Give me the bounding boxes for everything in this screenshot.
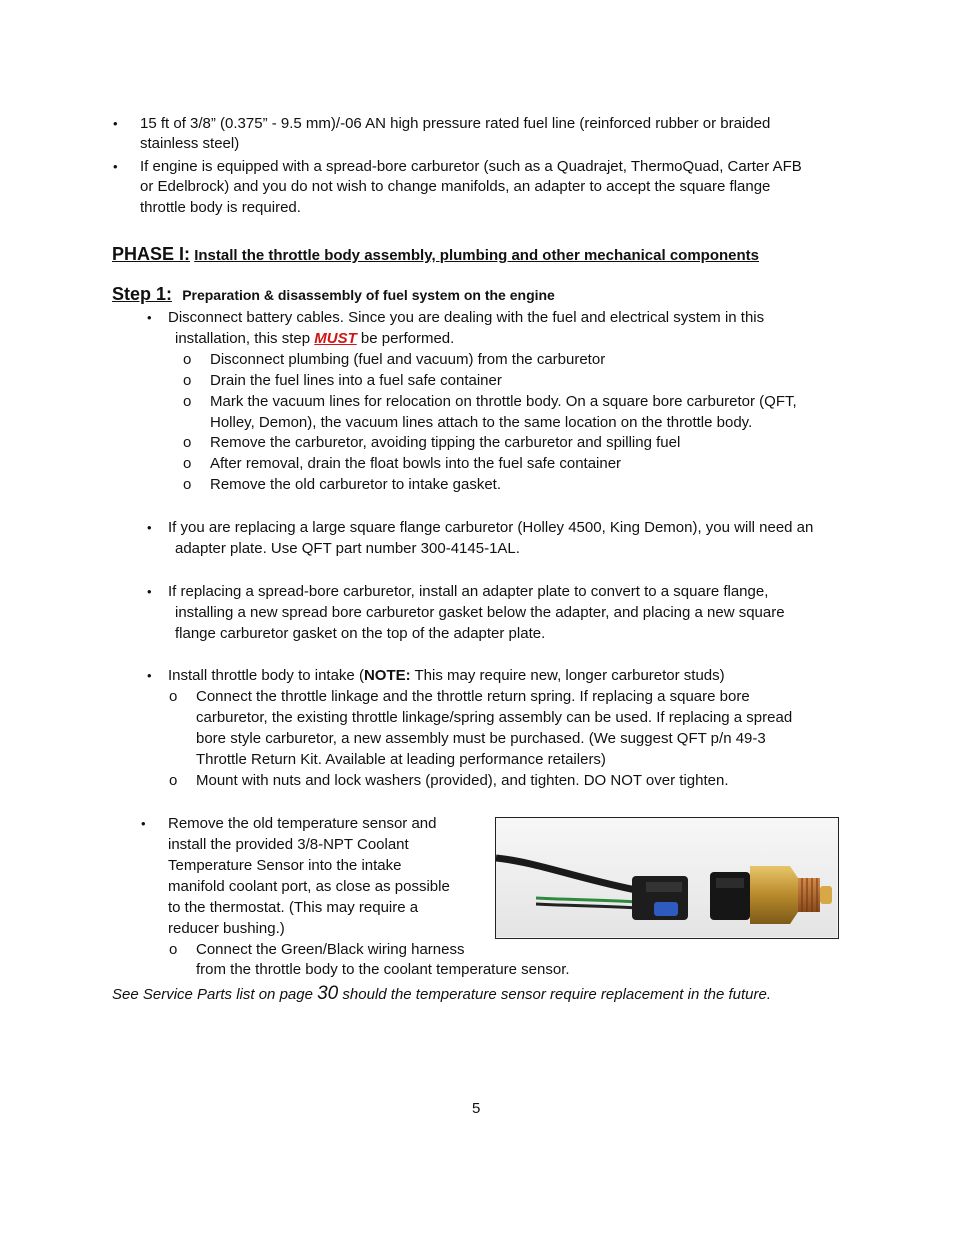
note-post: should the temperature sensor require replacement in the future. [338, 986, 771, 1003]
temp-sensor-text: reducer bushing.) [168, 920, 285, 937]
spread-bore-gasket-text: flange carburetor gasket on the top of the adapter plate. [175, 625, 546, 642]
install-throttle-body-text [168, 666, 725, 686]
temp-sensor-text: manifold coolant port, as close as possible [168, 878, 450, 895]
phase-title: Install the throttle body assembly, plumbing and other mechanical components [194, 247, 759, 264]
temp-sensor-text: Remove the old temperature sensor and [168, 815, 437, 832]
temp-sensor-text: Temperature Sensor into the intake [168, 857, 402, 874]
bullet-glyph: • [113, 159, 118, 174]
service-parts-note [112, 984, 771, 1005]
step1-heading [112, 282, 555, 308]
bullet-glyph: • [147, 310, 152, 325]
sub-bullet-glyph: o [183, 434, 192, 451]
fuel-line-text: stainless steel) [140, 135, 240, 152]
sub-bullet-glyph: o [183, 372, 192, 389]
bullet-glyph: • [147, 520, 152, 535]
phase-heading [112, 241, 759, 269]
step1-title: Preparation & disassembly of fuel system on the engine [182, 287, 555, 303]
sub-bullet-glyph: o [169, 688, 178, 705]
bullet-glyph: • [141, 816, 146, 831]
sub-bullet-glyph: o [183, 455, 192, 472]
note-pre: See Service Parts list on page [112, 986, 318, 1003]
page-number: 5 [472, 1100, 481, 1117]
b1-pre: installation, this step [175, 330, 315, 347]
sub-item-text: Disconnect plumbing (fuel and vacuum) from the carburetor [210, 351, 606, 368]
b4-pre: Install throttle body to intake ( [168, 667, 364, 684]
spread-bore-text: or Edelbrock) and you do not wish to change manifolds, an adapter to accept the square flange [140, 178, 771, 195]
fuel-line-text: 15 ft of 3/8” (0.375” - 9.5 mm)/-06 AN high pressure rated fuel line (reinforced rubber or braided [140, 115, 771, 132]
sub-bullet-glyph: o [169, 772, 178, 789]
note-label: NOTE: [363, 667, 411, 684]
sub-item-text: carburetor, the existing throttle linkage/spring assembly can be used. If replacing a spread [196, 709, 793, 726]
coolant-sensor-photo [495, 817, 839, 939]
spread-bore-text: If engine is equipped with a spread-bore carburetor (such as a Quadrajet, ThermoQuad, Carter AFB [140, 158, 802, 175]
sub-item-text: Connect the throttle linkage and the throttle return spring. If replacing a square bore [196, 688, 750, 705]
bullet-glyph: • [113, 116, 118, 131]
b4-post: This may require new, longer carburetor studs) [410, 667, 725, 684]
sub-item-text: Mark the vacuum lines for relocation on throttle body. On a square bore carburetor (QFT, [210, 393, 797, 410]
disconnect-battery-text: Disconnect battery cables. Since you are dealing with the fuel and electrical system in this [168, 309, 765, 326]
sub-item-text: Connect the Green/Black wiring harness [196, 941, 465, 958]
sub-item-text: Drain the fuel lines into a fuel safe container [210, 372, 502, 389]
spread-bore-text: throttle body is required. [140, 199, 301, 216]
phase-label: PHASE I: [112, 244, 191, 264]
sub-bullet-glyph: o [183, 351, 192, 368]
sub-bullet-glyph: o [169, 941, 178, 958]
sub-item-text: bore style carburetor, a new assembly must be purchased. (We suggest QFT p/n 49-3 [196, 730, 766, 747]
sub-item-text: After removal, drain the float bowls into the fuel safe container [210, 455, 622, 472]
temp-sensor-text: to the thermostat. (This may require a [168, 899, 419, 916]
sub-item-text: Throttle Return Kit. Available at leading performance retailers) [196, 751, 606, 768]
sub-bullet-glyph: o [183, 476, 192, 493]
disconnect-battery-text [175, 329, 454, 349]
must-emphasis: MUST [314, 330, 357, 347]
sub-item-text: Holley, Demon), the vacuum lines attach to the same location on the throttle body. [210, 414, 753, 431]
adapter-plate-text: If you are replacing a large square flange carburetor (Holley 4500, King Demon), you will need an [168, 519, 814, 536]
sub-item-text: from the throttle body to the coolant temperature sensor. [196, 961, 570, 978]
sub-bullet-glyph: o [183, 393, 192, 410]
coolant-sensor-illustration [496, 818, 837, 937]
temp-sensor-text: install the provided 3/8-NPT Coolant [168, 836, 409, 853]
spread-bore-gasket-text: If replacing a spread-bore carburetor, install an adapter plate to convert to a square flange, [168, 583, 769, 600]
note-page-ref: 30 [317, 983, 339, 1004]
spread-bore-gasket-text: installing a new spread bore carburetor gasket below the adapter, and placing a new square [175, 604, 785, 621]
bullet-glyph: • [147, 668, 152, 683]
b1-post: be performed. [356, 330, 455, 347]
adapter-plate-text: adapter plate. Use QFT part number 300-4145-1AL. [175, 540, 520, 557]
sub-item-text: Remove the old carburetor to intake gasket. [210, 476, 501, 493]
step1-label: Step 1: [112, 284, 173, 304]
sub-item-text: Remove the carburetor, avoiding tipping the carburetor and spilling fuel [210, 434, 681, 451]
bullet-glyph: • [147, 584, 152, 599]
sub-item-text: Mount with nuts and lock washers (provided), and tighten. DO NOT over tighten. [196, 772, 729, 789]
